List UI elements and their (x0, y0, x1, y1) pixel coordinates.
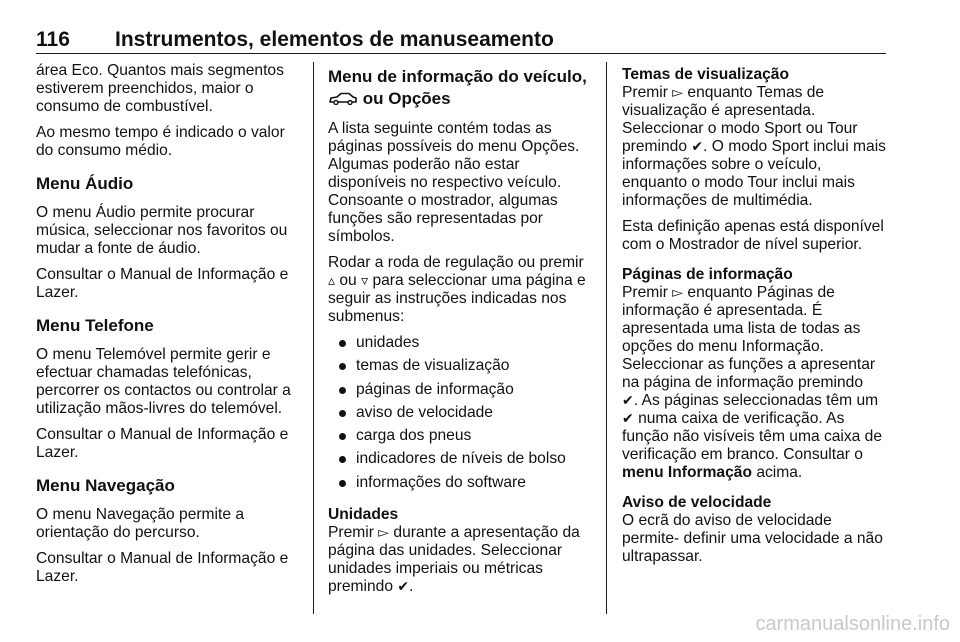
column-1 (36, 62, 300, 594)
adjuster-wheel-paragraph: Rodar a roda de regulação ou premir ▵ ou ▿ para seleccionar uma página e seguir as instruções indicadas nos submenus: (328, 254, 586, 325)
units-paragraph: Premir ▻ durante a apresentação da página das unidades. Seleccionar unidades imperiais ou métricas premindo ✔. (328, 523, 580, 595)
navigation-menu-reference: Consultar o Manual de Informação e Lazer. (36, 550, 289, 585)
list-item: informações do software (328, 474, 590, 492)
list-item: páginas de informação (328, 381, 590, 399)
column-2 (328, 62, 590, 604)
average-consumption-paragraph: Ao mesmo tempo é indicado o valor do consumo médio. (36, 124, 285, 159)
page-number: 116 (36, 28, 70, 51)
audio-menu-heading: Menu Áudio (36, 174, 134, 193)
page-title: Instrumentos, elementos de manuseamento (115, 28, 554, 51)
submenu-list (328, 334, 590, 492)
audio-menu-reference: Consultar o Manual de Informação e Lazer. (36, 266, 289, 301)
navigation-menu-paragraph: O menu Navegação permite a orientação do percurso. (36, 506, 245, 541)
play-icon: ▻ (672, 285, 684, 301)
check-icon: ✔ (397, 578, 410, 595)
navigation-menu-heading: Menu Navegação (36, 476, 175, 495)
info-pages-heading: Páginas de informação (622, 266, 793, 283)
phone-menu-paragraph: O menu Telemóvel permite gerir e efectuar chamadas telefónicas, percorrer os contactos ou controlar a utilização mãos-livres do telemóvel. (36, 346, 291, 417)
arrow-down-icon: ▿ (361, 273, 369, 289)
audio-menu-paragraph: O menu Áudio permite procurar música, seleccionar nos favoritos ou mudar a fonte de áudio. (36, 204, 288, 257)
vehicle-info-menu-heading (328, 66, 590, 110)
list-item: indicadores de níveis de bolso (328, 450, 590, 468)
phone-menu-heading: Menu Telefone (36, 316, 154, 335)
options-list-intro: A lista seguinte contém todas as páginas possíveis do menu Opções. Algumas poderão não estar disponíveis no respectivo veículo. Consoante o mostrador, algumas funções são representadas por símbolos. (328, 120, 580, 245)
display-themes-paragraph: Premir ▻ enquanto Temas de visualização é apresentada. Seleccionar o modo Sport ou Tour premindo ✔. O modo Sport inclui mais informações sobre o veículo, enquanto o modo Tour inclui mais informações de multimédia. (622, 84, 886, 209)
header-rule (36, 53, 886, 54)
list-item: temas de visualização (328, 357, 590, 375)
arrow-up-icon: ▵ (328, 273, 336, 289)
list-item: unidades (328, 334, 590, 352)
list-item: carga dos pneus (328, 427, 590, 445)
car-icon (328, 91, 358, 105)
list-item: aviso de velocidade (328, 404, 590, 422)
column-divider-2 (606, 62, 607, 614)
column-3 (622, 62, 886, 574)
page-header (36, 26, 886, 54)
eco-paragraph: área Eco. Quantos mais segmentos estiverem preenchidos, maior o consumo de combustível. (36, 62, 284, 115)
play-icon: ▻ (672, 85, 684, 101)
phone-menu-reference: Consultar o Manual de Informação e Lazer. (36, 426, 289, 461)
play-icon: ▻ (378, 524, 390, 541)
check-icon: ✔ (622, 393, 634, 409)
check-icon: ✔ (691, 139, 704, 155)
speed-warning-heading: Aviso de velocidade (622, 494, 772, 511)
vehicle-info-heading-text: Menu de informação do veículo, (328, 67, 587, 86)
units-heading: Unidades (328, 505, 399, 523)
check-icon: ✔ (622, 411, 634, 427)
info-menu-reference: menu Informação (622, 464, 752, 481)
watermark: carmanualsonline.info (755, 613, 950, 635)
column-divider-1 (313, 62, 314, 614)
info-pages-paragraph: Premir ▻ enquanto Páginas de informação é apresentada. É apresentada uma lista de todas as opções do menu Informação. Seleccionar as funções a apresentar na página de informação premindo ✔. As páginas seleccionadas têm um ✔ numa caixa de verificação. As função não visíveis têm uma caixa de verificação em branco. Consultar o menu Informação acima. (622, 284, 883, 481)
display-themes-heading: Temas de visualização (622, 66, 789, 83)
display-themes-availability: Esta definição apenas está disponível com o Mostrador de nível superior. (622, 218, 884, 253)
options-heading-text: ou Opções (362, 89, 451, 108)
speed-warning-paragraph: O ecrã do aviso de velocidade permite- definir uma velocidade a não ultrapassar. (622, 512, 883, 565)
